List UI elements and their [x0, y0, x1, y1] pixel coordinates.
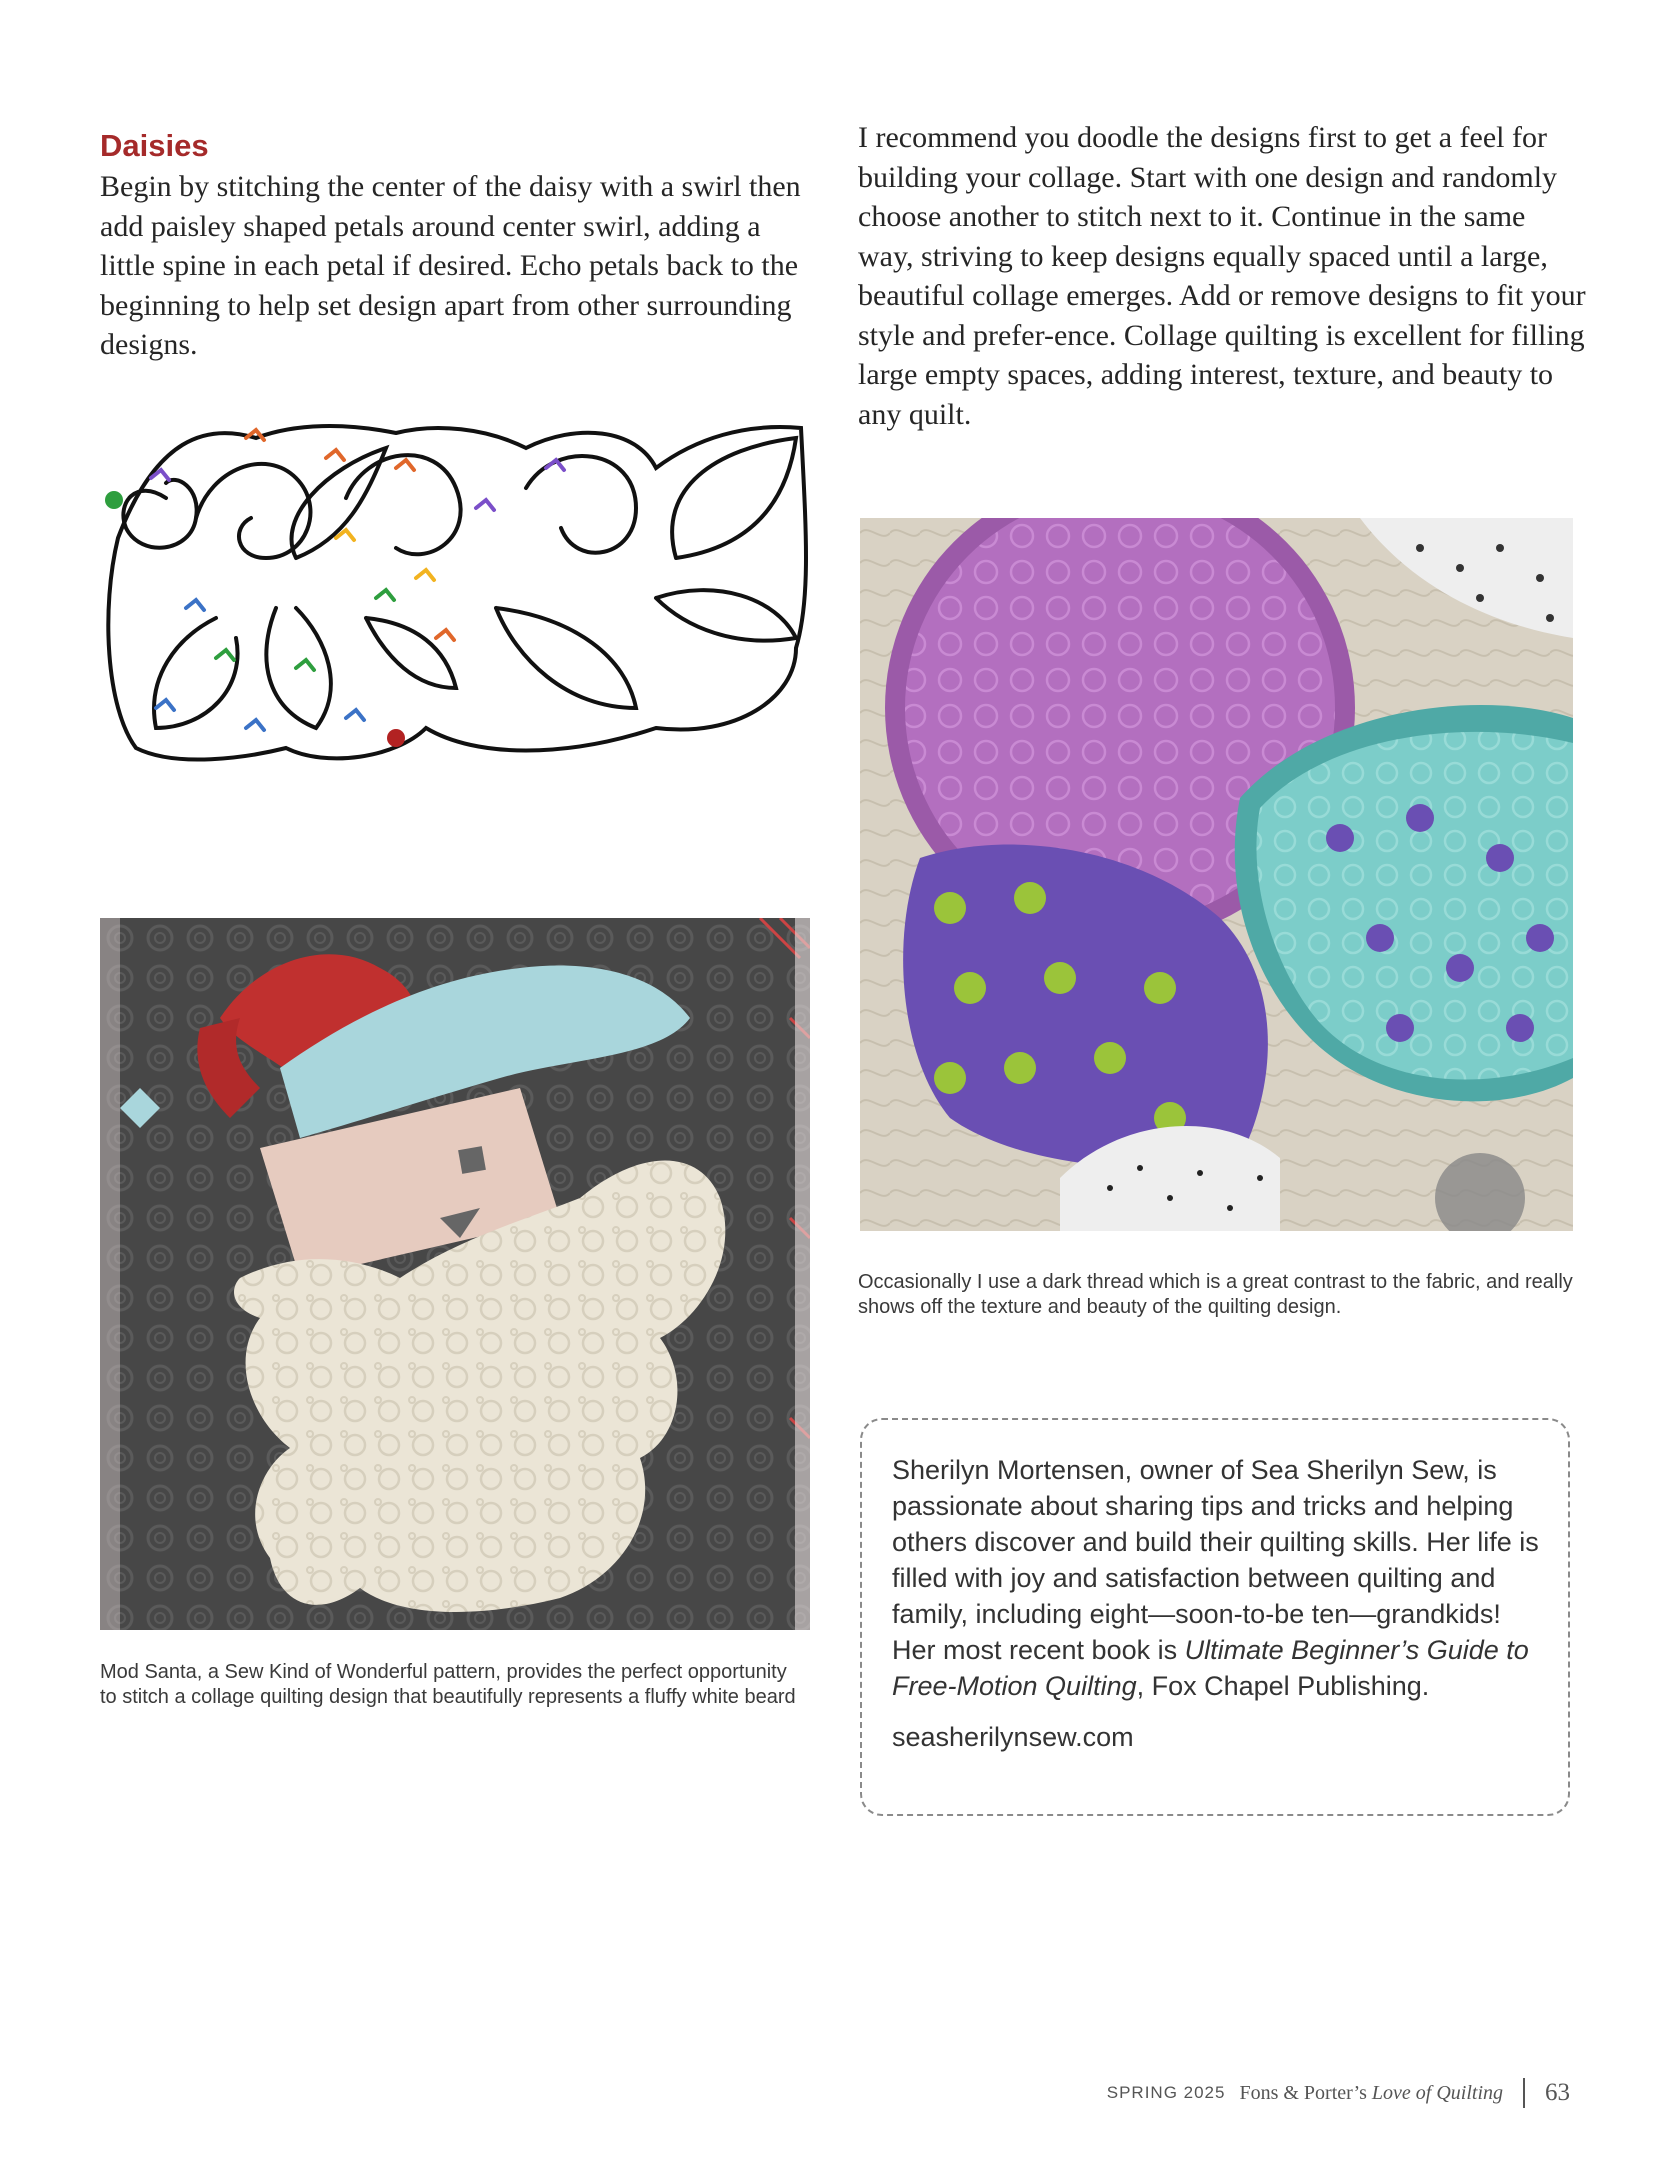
magazine-title: Love of Quilting: [1371, 2081, 1503, 2104]
page-footer: [1107, 2078, 1570, 2108]
issue-season: SPRING 2025: [1106, 2083, 1226, 2102]
daisy-diagram: [96, 408, 816, 778]
end-dot-icon: [387, 729, 405, 747]
magazine-name: [1239, 2082, 1503, 2105]
magazine-prefix: Fons & Porter’s: [1239, 2081, 1372, 2104]
mod-santa-quilt-photo-icon: [100, 918, 810, 1630]
section-heading-daisies: Daisies: [100, 128, 209, 163]
footer-divider: [1523, 2078, 1525, 2108]
author-website-link[interactable]: seasherilynsew.com: [892, 1722, 1134, 1752]
start-dot-icon: [105, 491, 123, 509]
daisies-paragraph: Begin by stitching the center of the daisy with a swirl then add paisley shaped petals around center swirl, adding a little spine in each petal if desired. Echo petals back to the beginning to help set design apart from other surrounding designs.: [100, 170, 801, 361]
collage-quilt-photo: [860, 518, 1573, 1231]
daisy-stitch-path-diagram-icon: [96, 408, 816, 778]
santa-photo-caption: Mod Santa, a Sew Kind of Wonderful pattern, provides the perfect opportunity to stitch a collage quilting design that beautifully represents a fluffy white beard: [100, 1661, 796, 1708]
author-bio-text: [892, 1452, 1540, 1704]
collage-photo-caption: Occasionally I use a dark thread which is a great contrast to the fabric, and really shows off the texture and beauty of the quilting design.: [858, 1271, 1573, 1318]
book-title: Ultimate Beginner’s Guide to Free-Motion Quilting: [892, 1635, 1529, 1701]
collage-quilting-photo-icon: [860, 518, 1573, 1231]
bio-text-start: Sherilyn Mortensen, owner of Sea Sherilyn Sew, is passionate about sharing tips and tricks and helping others discover and build their quilting skills. Her life is filled with joy and satisfaction between quilting and family, including eight—soon-to-be ten—grandkids! Her most recent book is: [892, 1455, 1539, 1665]
bio-text-end: , Fox Chapel Publishing.: [1136, 1671, 1430, 1701]
page-number: 63: [1545, 2079, 1570, 2106]
santa-quilt-photo: [100, 918, 810, 1630]
author-bio-box: [860, 1418, 1570, 1816]
collage-intro-paragraph: I recommend you doodle the designs first to get a feel for building your collage. Start with one design and randomly choose another to stitch next to it. Continue in the same way, striving to keep designs equally spaced until a large, beautiful collage emerges. Add or remove designs to fit your style and prefer-ence. Collage quilting is excellent for filling large empty spaces, adding interest, texture, and beauty to any quilt.: [858, 121, 1586, 431]
